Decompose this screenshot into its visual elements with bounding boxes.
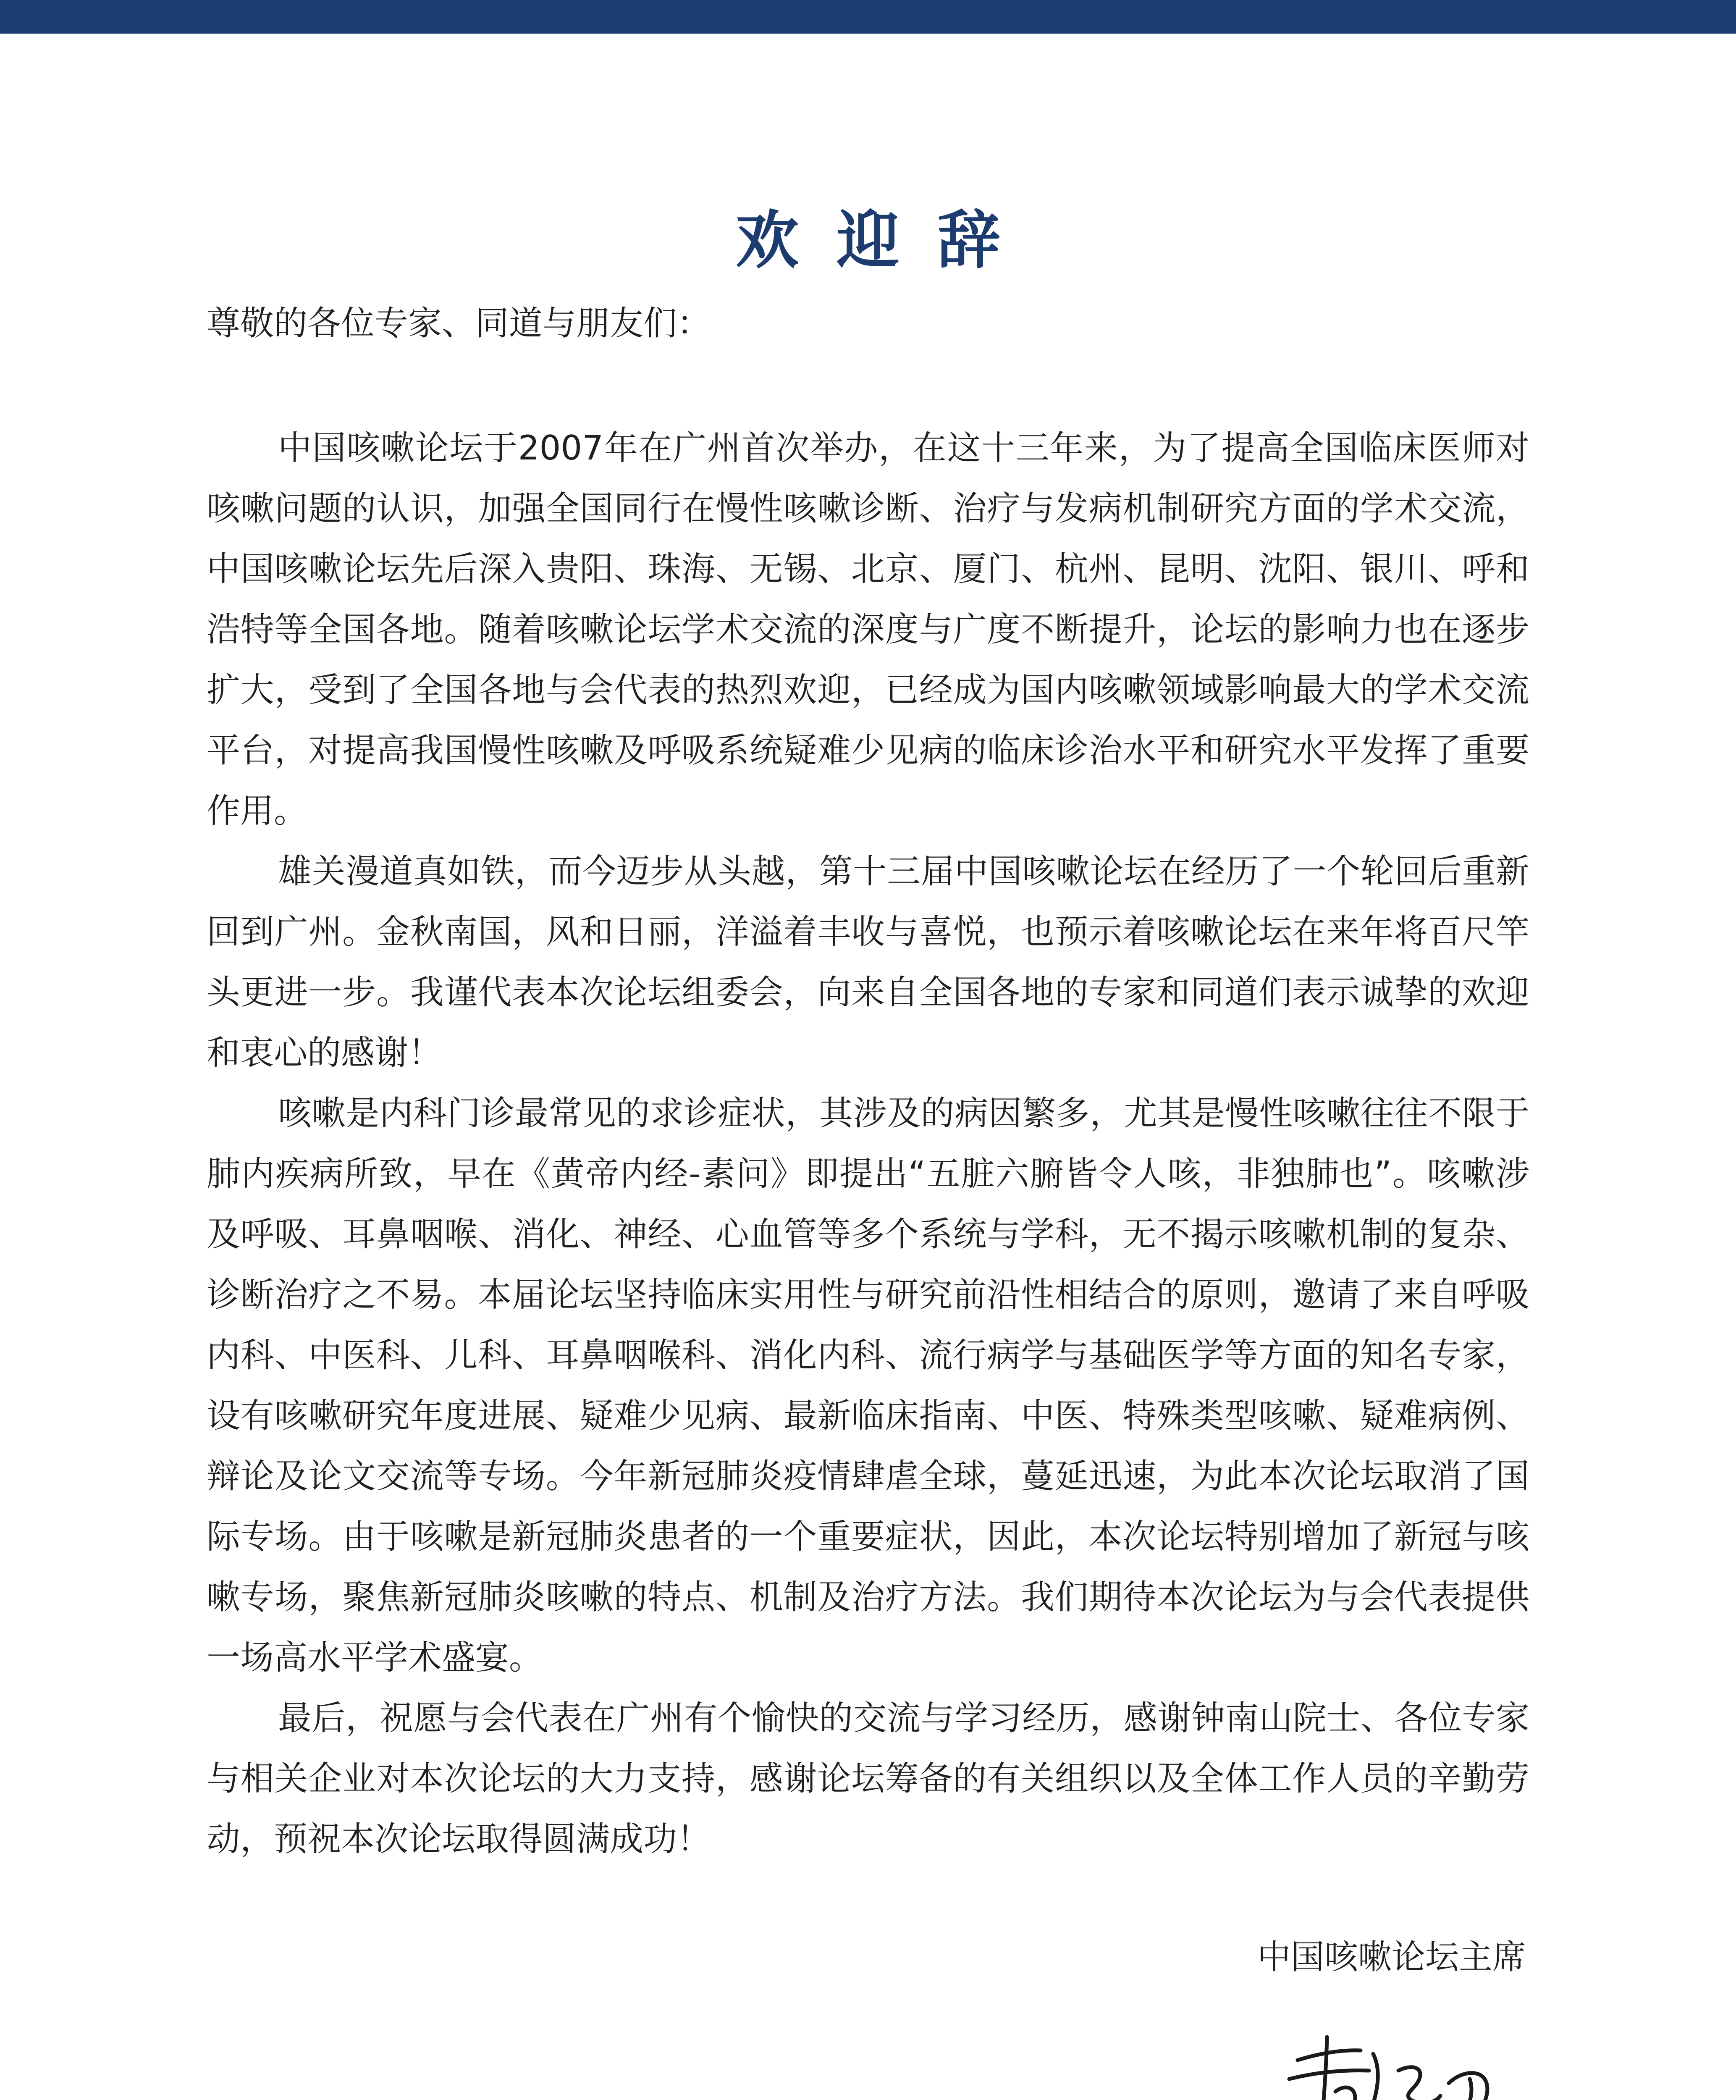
top-banner	[0, 0, 1736, 34]
paragraph-1: 中国咳嗽论坛于2007年在广州首次举办，在这十三年来，为了提高全国临床医师对咳嗽问题的认识，加强全国同行在慢性咳嗽诊断、治疗与发病机制研究方面的学术交流，中国咳嗽论坛先后深入贵阳、珠海、无锡、北京、厦门、杭州、昆明、沈阳、银川、呼和浩特等全国各地。随着咳嗽论坛学术交流的深度与广度不断提升，论坛的影响力也在逐步扩大，受到了全国各地与会代表的热烈欢迎，已经成为国内咳嗽领域影响最大的学术交流平台，对提高我国慢性咳嗽及呼吸系统疑难少见病的临床诊治水平和研究水平发挥了重要作用。	[207, 428, 1529, 830]
paragraph-2: 雄关漫道真如铁，而今迈步从头越，第十三届中国咳嗽论坛在经历了一个轮回后重新回到广州。金秋南国，风和日丽，洋溢着丰收与喜悦，也预示着咳嗽论坛在来年将百尺竿头更进一步。我谨代表本次论坛组委会，向来自全国各地的专家和同道们表示诚挚的欢迎和衷心的感谢！	[207, 852, 1529, 1072]
page-title: 欢迎辞	[735, 204, 1038, 277]
letter-body	[207, 418, 1529, 1869]
paragraph-4: 最后，祝愿与会代表在广州有个愉快的交流与学习经历，感谢钟南山院士、各位专家与相关企业对本次论坛的大力支持，感谢论坛筹备的有关组织以及全体工作人员的辛勤劳动，预祝本次论坛取得圆满成功！	[207, 1698, 1529, 1858]
chair-title: 中国咳嗽论坛主席	[1257, 1937, 1526, 1977]
paragraph-3: 咳嗽是内科门诊最常见的求诊症状，其涉及的病因繁多，尤其是慢性咳嗽往往不限于肺内疾病所致，早在《黄帝内经-素问》即提出“五脏六腑皆令人咳，非独肺也”。咳嗽涉及呼吸、耳鼻咽喉、消化、神经、心血管等多个系统与学科，无不揭示咳嗽机制的复杂、诊断治疗之不易。本届论坛坚持临床实用性与研究前沿性相结合的原则，邀请了来自呼吸内科、中医科、儿科、耳鼻咽喉科、消化内科、流行病学与基础医学等方面的知名专家，设有咳嗽研究年度进展、疑难少见病、最新临床指南、中医、特殊类型咳嗽、疑难病例、辩论及论文交流等专场。今年新冠肺炎疫情肆虐全球，蔓延迅速，为此本次论坛取消了国际专场。由于咳嗽是新冠肺炎患者的一个重要症状，因此，本次论坛特别增加了新冠与咳嗽专场，聚焦新冠肺炎咳嗽的特点、机制及治疗方法。我们期待本次论坛为与会代表提供一场高水平学术盛宴。	[207, 1094, 1529, 1677]
handwritten-signature	[1272, 2020, 1508, 2100]
salutation: 尊敬的各位专家、同道与朋友们：	[207, 304, 711, 343]
